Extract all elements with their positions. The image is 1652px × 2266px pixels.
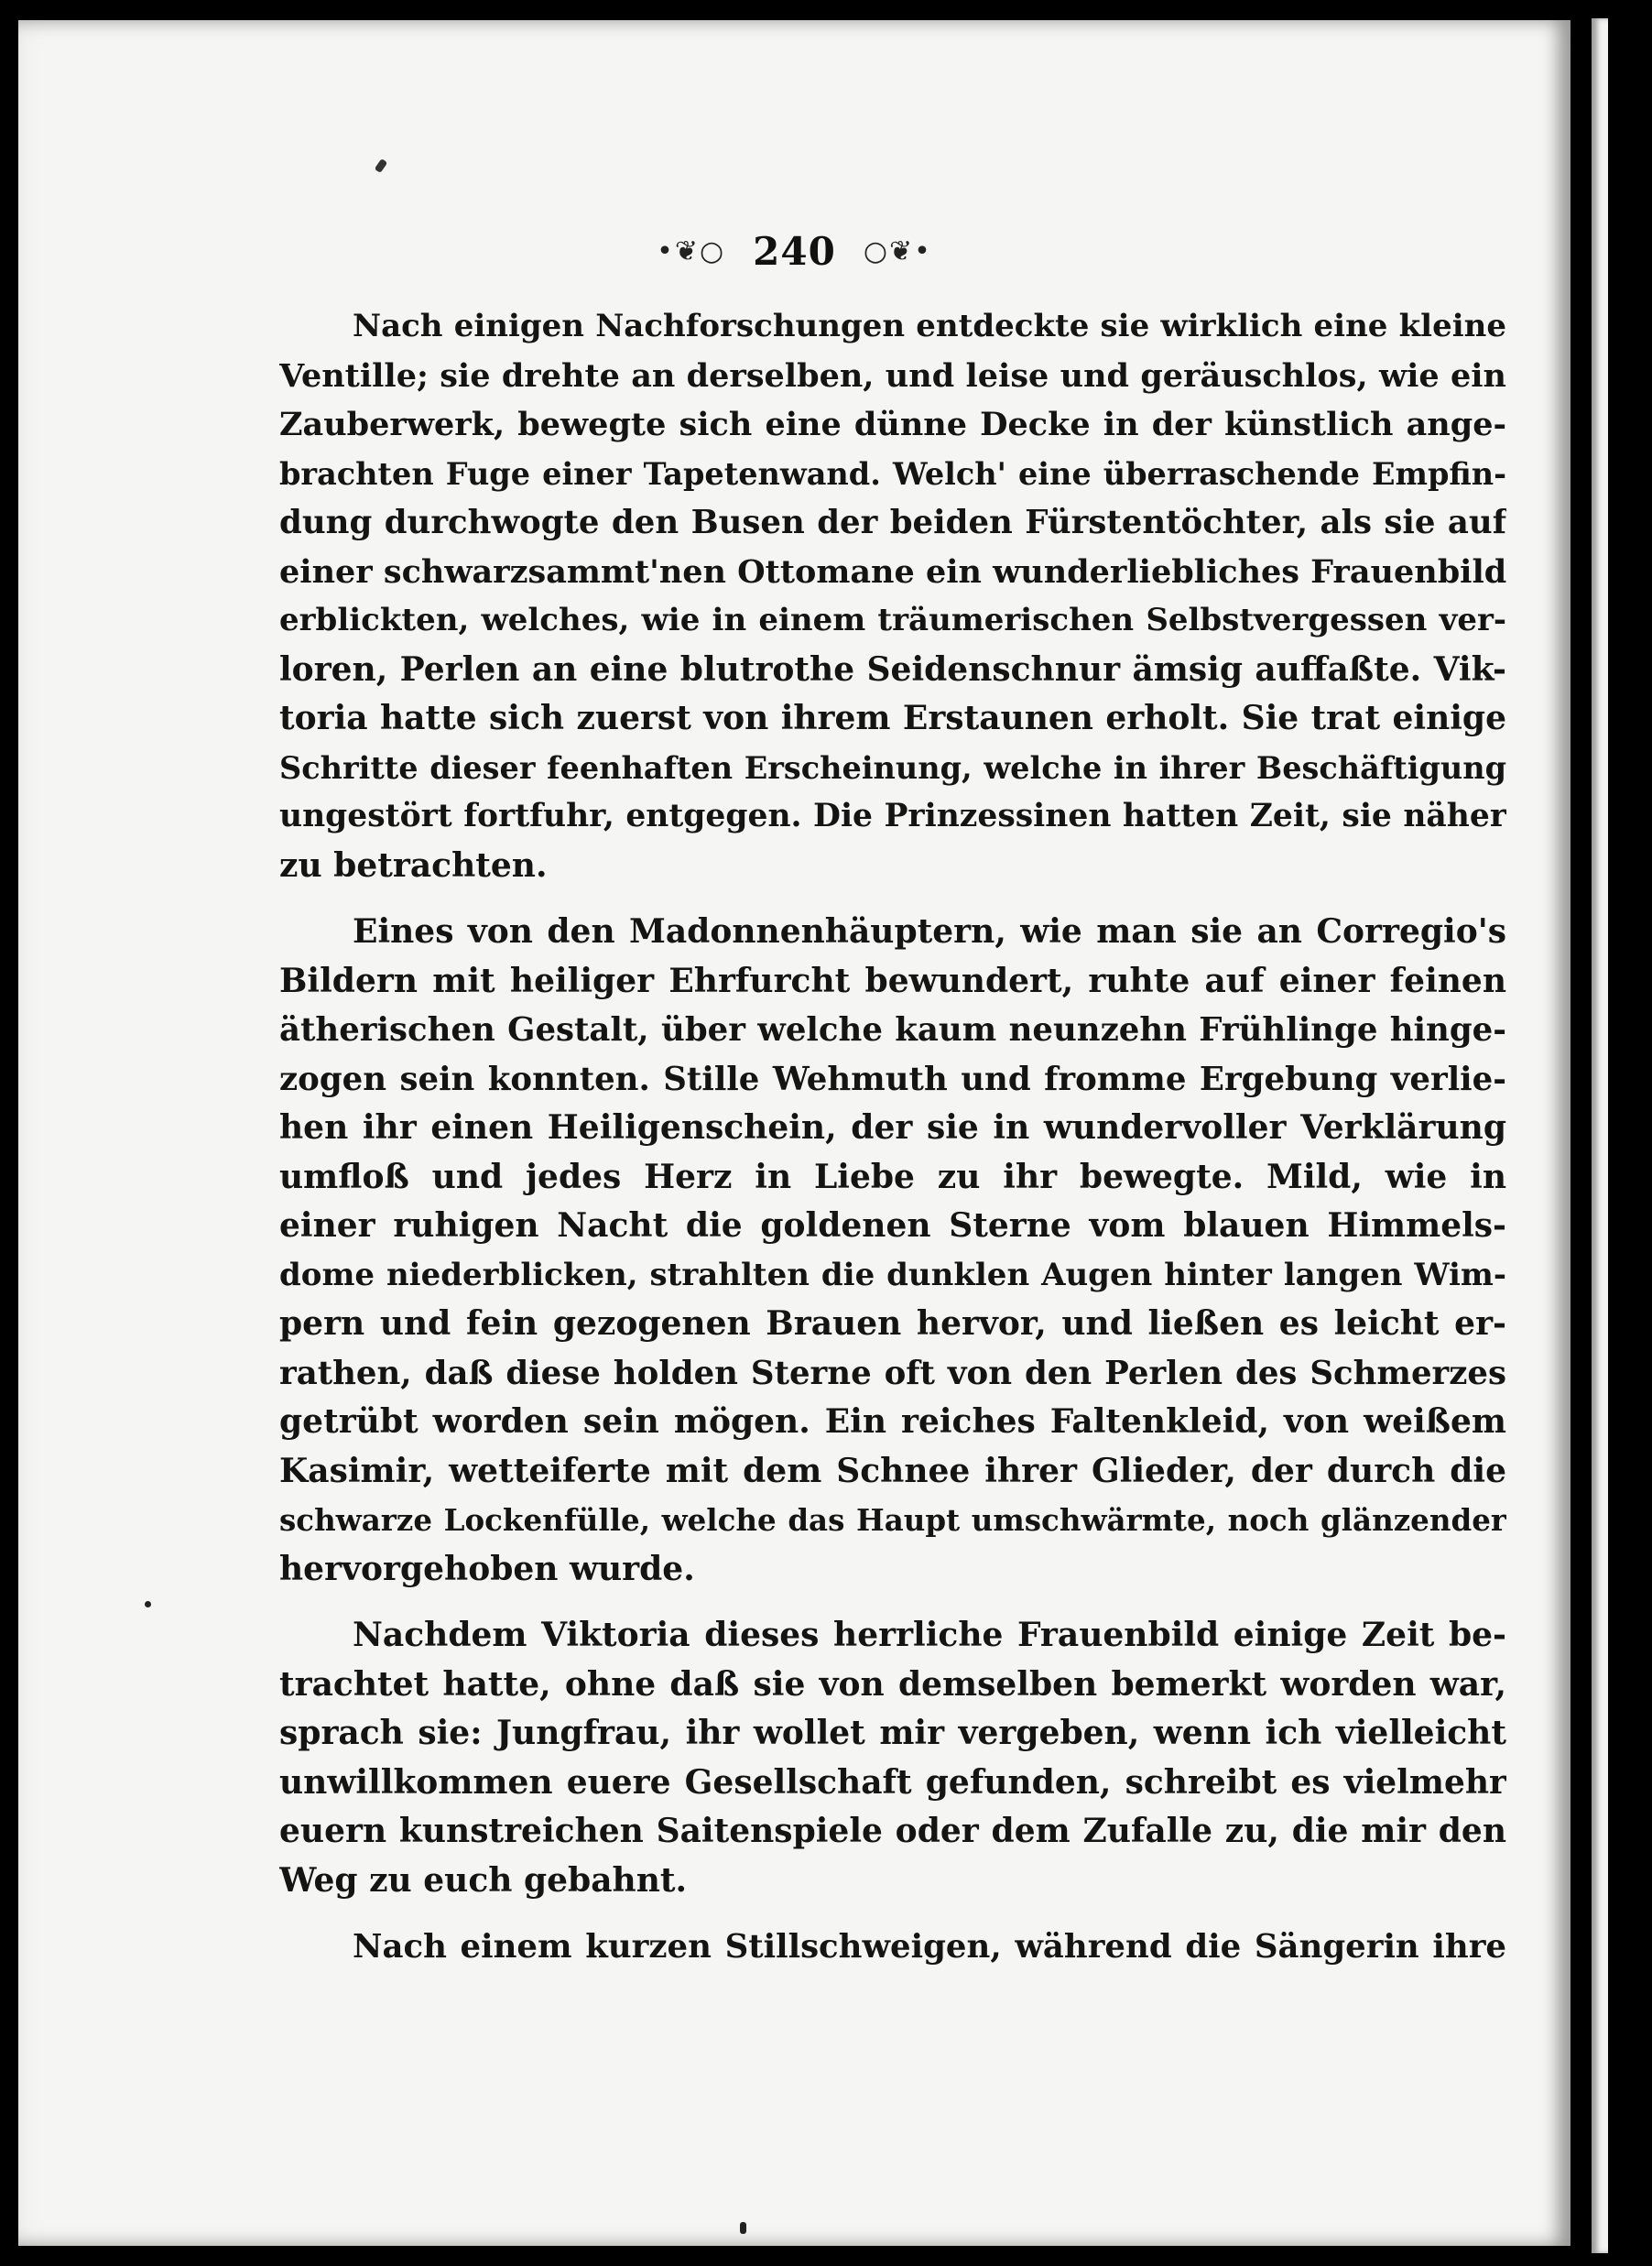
text-line: Kasimir, wetteiferte mit dem Schnee ihrer Glieder, der durch die xyxy=(279,1451,1506,1490)
paragraph xyxy=(279,908,1506,1594)
facing-page-edge xyxy=(1592,18,1608,2253)
page-number: 240 xyxy=(753,229,836,274)
paragraph-gap xyxy=(279,1905,1506,1923)
text-line: zogen sein konnten. Stille Wehmuth und fromme Ergebung verlie- xyxy=(279,1060,1506,1098)
text-line: umfloß und jedes Herz in Liebe zu ihr bewegte. Mild, wie in xyxy=(279,1157,1506,1196)
text-line: Zauberwerk, bewegte sich eine dünne Decke in der künstlich ange- xyxy=(279,406,1506,443)
paragraph xyxy=(279,1923,1506,1972)
margin-dot xyxy=(145,1601,151,1607)
text-line: Bildern mit heiliger Ehrfurcht bewundert, ruhte auf einer feinen xyxy=(279,961,1506,1000)
text-line: schwarze Lockenfülle, welche das Haupt umschwärmte, noch glänzender xyxy=(279,1502,1506,1538)
text-line: hen ihr einen Heiligenschein, der sie in wundervoller Verklärung xyxy=(279,1108,1506,1147)
text-line: hervorgehoben wurde. xyxy=(279,1549,695,1588)
text-line: Ventille; sie drehte an derselben, und leise und geräuschlos, wie ein xyxy=(279,356,1506,395)
book-page xyxy=(18,20,1570,2246)
text-line: dome niederblicken, strahlten die dunklen Augen hinter langen Wim- xyxy=(279,1256,1506,1293)
text-line: loren, Perlen an eine blutrothe Seidenschnur ämsig auffaßte. Vik- xyxy=(279,649,1506,689)
text-line: rathen, daß diese holden Sterne oft von den Perlen des Schmerzes xyxy=(279,1354,1506,1392)
text-line: unwillkommen euere Gesellschaft gefunden, schreibt es vielmehr xyxy=(279,1762,1506,1802)
text-line: einer schwarzsammt'nen Ottomane ein wunderliebliches Frauenbild xyxy=(279,552,1506,591)
paragraph-gap xyxy=(279,1594,1506,1611)
text-line: einer ruhigen Nacht die goldenen Sterne vom blauen Himmels- xyxy=(279,1206,1506,1245)
ornament-right-icon: ○❦• xyxy=(863,235,932,267)
text-line: ungestört fortfuhr, entgegen. Die Prinzessinen hatten Zeit, sie näher xyxy=(279,798,1506,834)
text-line: ätherischen Gestalt, über welche kaum neunzehn Frühlinge hinge- xyxy=(279,1011,1506,1049)
text-line: Schritte dieser feenhaften Erscheinung, welche in ihrer Beschäftigung xyxy=(279,749,1506,786)
text-line: Nach einem kurzen Stillschweigen, während die Sängerin ihre xyxy=(353,1928,1506,1966)
text-line: Nach einigen Nachforschungen entdeckte sie wirklich eine kleine xyxy=(353,308,1506,344)
text-line: trachtet hatte, ohne daß sie von demselben bemerkt worden war, xyxy=(279,1664,1506,1704)
text-line: pern und fein gezogenen Brauen hervor, und ließen es leicht er- xyxy=(279,1304,1506,1343)
text-line: Nachdem Viktoria dieses herrliche Frauenbild einige Zeit be- xyxy=(353,1616,1506,1654)
ink-speck xyxy=(375,158,388,173)
text-line: Eines von den Madonnenhäuptern, wie man sie an Corregio's xyxy=(353,912,1506,951)
paragraph xyxy=(279,302,1506,890)
text-line: zu betrachten. xyxy=(279,845,548,885)
text-line: dung durchwogte den Busen der beiden Fürstentöchter, als sie auf xyxy=(279,504,1506,541)
text-line: getrübt worden sein mögen. Ein reiches Faltenkleid, von weißem xyxy=(279,1402,1506,1441)
paragraph-gap xyxy=(279,890,1506,908)
text-line: Weg zu euch gebahnt. xyxy=(279,1860,688,1900)
text-line: toria hatte sich zuerst von ihrem Erstaunen erholt. Sie trat einige xyxy=(279,699,1506,737)
body-text xyxy=(279,302,1506,1972)
text-line: sprach sie: Jungfrau, ihr wollet mir vergeben, wenn ich vielleicht xyxy=(279,1714,1506,1752)
text-line: erblickten, welches, wie in einem träumerischen Selbstvergessen ver- xyxy=(279,602,1506,638)
ink-speck xyxy=(740,2222,746,2234)
ornament-left-icon: •❦○ xyxy=(657,235,726,267)
text-line: brachten Fuge einer Tapetenwand. Welch' eine überraschende Empfin- xyxy=(279,455,1506,492)
text-line: euern kunstreichen Saitenspiele oder dem Zufalle zu, die mir den xyxy=(279,1812,1506,1850)
page-header xyxy=(18,229,1570,274)
paragraph xyxy=(279,1611,1506,1905)
